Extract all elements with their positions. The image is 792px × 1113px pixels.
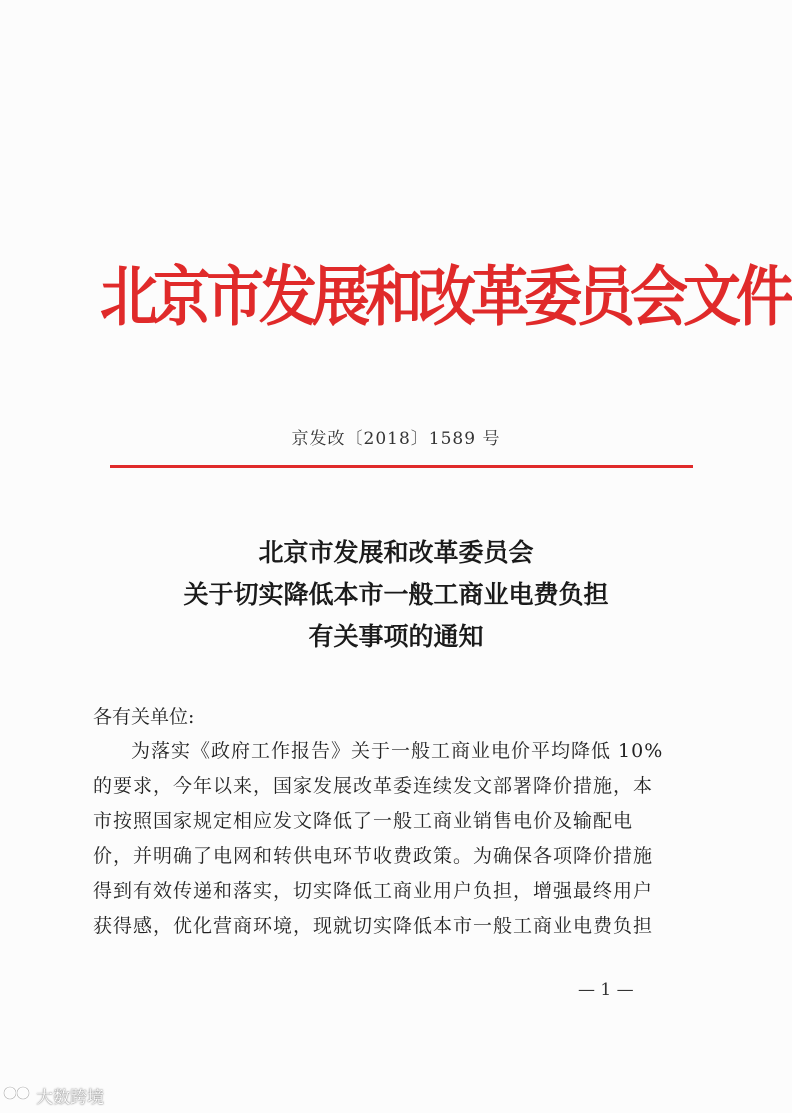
body-line: 的要求，今年以来，国家发展改革委连续发文部署降价措施，本 xyxy=(93,775,654,797)
body-line: 价，并明确了电网和转供电环节收费政策。为确保各项降价措施 xyxy=(93,845,654,867)
notice-title-line-3: 有关事项的通知 xyxy=(308,622,484,651)
notice-title-line-2: 关于切实降低本市一般工商业电费负担 xyxy=(183,580,609,609)
notice-title xyxy=(0,532,792,658)
watermark xyxy=(2,1083,104,1108)
body-line: 为落实《政府工作报告》关于一般工商业电价平均降低 10% xyxy=(131,740,664,762)
page-number: — 1 — xyxy=(578,980,634,1000)
document-header-title: 北京市发展和改革委员会文件 xyxy=(100,258,790,335)
notice-title-line-1: 北京市发展和改革委员会 xyxy=(258,538,534,567)
body-line: 得到有效传递和落实，切实降低工商业用户负担，增强最终用户 xyxy=(93,880,654,902)
logo-icon xyxy=(2,1083,34,1108)
body-line: 市按照国家规定相应发文降低了一般工商业销售电价及输配电 xyxy=(93,810,634,832)
salutation: 各有关单位: xyxy=(93,706,195,728)
red-divider-line xyxy=(110,465,693,468)
body-line: 获得感，优化营商环境，现就切实降低本市一般工商业电费负担 xyxy=(93,915,654,937)
body-paragraph xyxy=(93,734,693,944)
watermark-text: 大数跨境 xyxy=(36,1088,104,1108)
document-number: 京发改〔2018〕1589 号 xyxy=(291,429,501,449)
